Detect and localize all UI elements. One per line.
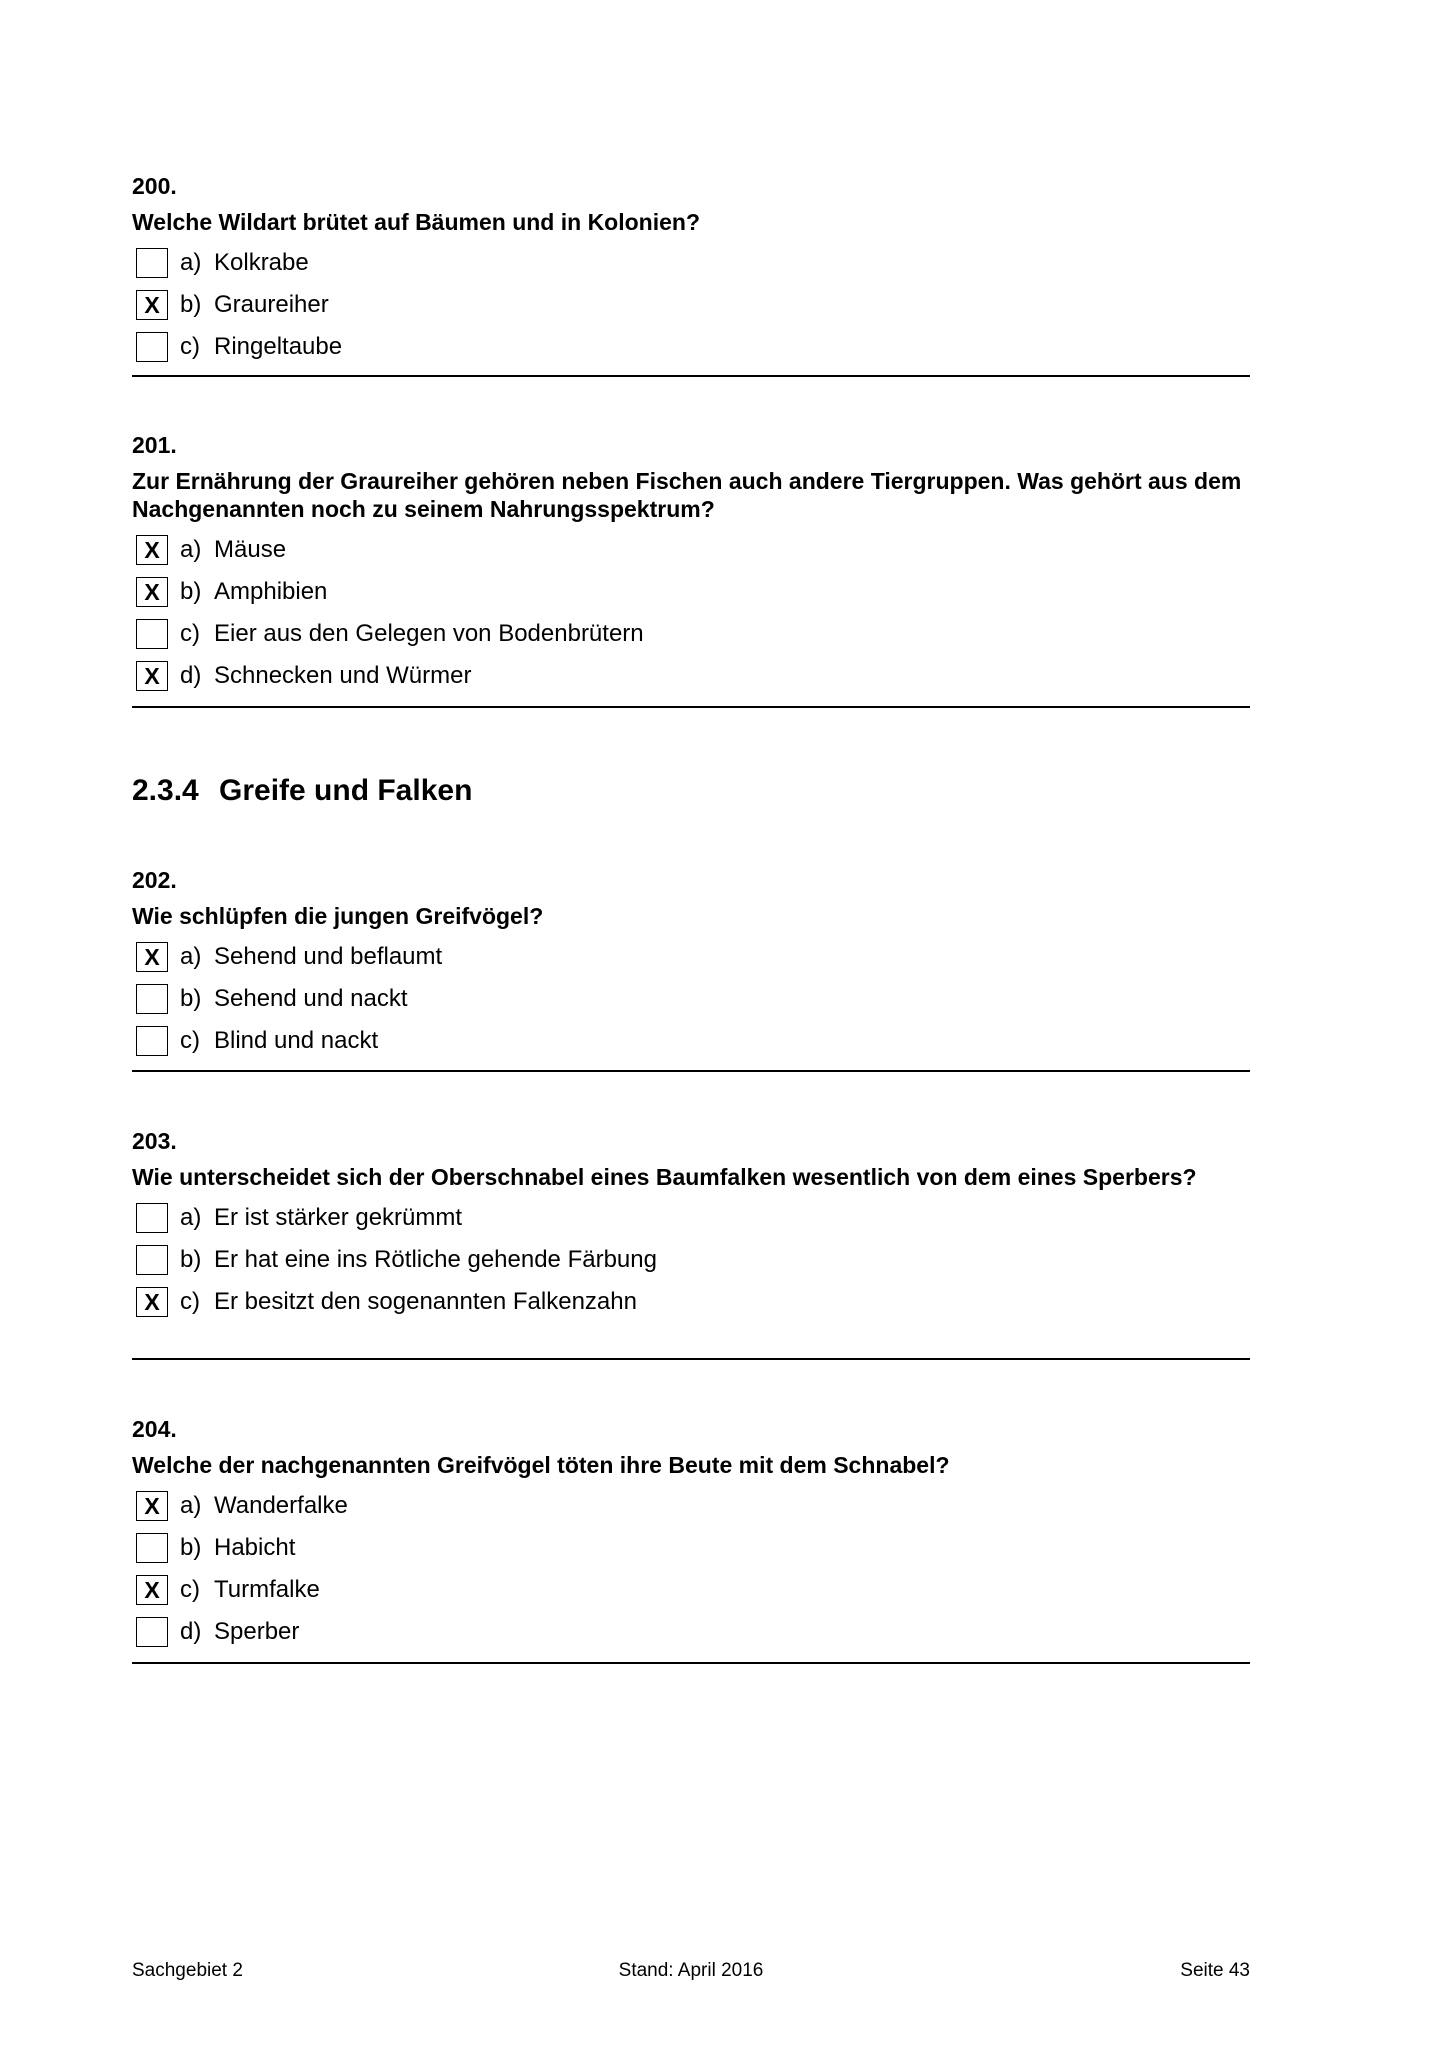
answer-options <box>132 529 1250 703</box>
option-text: Er hat eine ins Rötliche gehende Färbung <box>214 1246 657 1273</box>
answer-options <box>132 936 1250 1068</box>
option-text: Sperber <box>214 1618 300 1645</box>
answer-option[interactable] <box>132 1239 1250 1281</box>
answer-checkbox[interactable]: X <box>136 535 168 565</box>
answer-checkbox[interactable] <box>136 619 168 649</box>
option-text: Mäuse <box>214 536 287 563</box>
option-text: Eier aus den Gelegen von Bodenbrütern <box>214 620 644 647</box>
question-number: 200. <box>132 173 177 199</box>
section-heading <box>132 774 472 808</box>
section-number: 2.3.4 <box>132 774 199 807</box>
question-204 <box>132 1415 1250 1664</box>
option-letter: a) <box>180 1204 202 1231</box>
answer-options <box>132 1197 1250 1329</box>
footer-page-number: Seite 43 <box>1180 1960 1250 1981</box>
answer-checkbox[interactable] <box>136 1533 168 1563</box>
answer-checkbox[interactable]: X <box>136 577 168 607</box>
answer-option[interactable] <box>132 1527 1250 1569</box>
answer-checkbox[interactable]: X <box>136 1491 168 1521</box>
option-letter: a) <box>180 249 202 276</box>
section-title: Greife und Falken <box>219 774 473 807</box>
option-text: Graureiher <box>214 291 329 318</box>
answer-checkbox[interactable]: X <box>136 661 168 691</box>
question-number: 204. <box>132 1416 177 1442</box>
question-201 <box>132 431 1250 708</box>
option-letter: b) <box>180 291 202 318</box>
option-text: Turmfalke <box>214 1576 320 1603</box>
answer-checkbox[interactable] <box>136 984 168 1014</box>
answer-option[interactable] <box>132 284 1250 326</box>
option-text: Blind und nackt <box>214 1027 379 1054</box>
option-text: Schnecken und Würmer <box>214 662 472 689</box>
option-text: Ringeltaube <box>214 333 343 360</box>
option-text: Habicht <box>214 1534 296 1561</box>
option-text: Amphibien <box>214 578 328 605</box>
question-text: Welche Wildart brütet auf Bäumen und in Kolonien? <box>132 209 700 235</box>
option-letter: a) <box>180 943 202 970</box>
answer-checkbox[interactable] <box>136 1245 168 1275</box>
option-letter: b) <box>180 1534 202 1561</box>
answer-option[interactable] <box>132 613 1250 655</box>
answer-option[interactable] <box>132 1020 1250 1062</box>
answer-option[interactable] <box>132 936 1250 978</box>
option-text: Sehend und nackt <box>214 985 408 1012</box>
option-letter: d) <box>180 1618 202 1645</box>
answer-option[interactable] <box>132 1485 1250 1527</box>
answer-option[interactable] <box>132 1611 1250 1653</box>
answer-option[interactable] <box>132 655 1250 697</box>
answer-checkbox[interactable]: X <box>136 1287 168 1317</box>
option-letter: b) <box>180 578 202 605</box>
option-letter: b) <box>180 1246 202 1273</box>
option-letter: b) <box>180 985 202 1012</box>
option-letter: c) <box>180 333 200 360</box>
answer-option[interactable] <box>132 978 1250 1020</box>
answer-checkbox[interactable]: X <box>136 1575 168 1605</box>
answer-checkbox[interactable]: X <box>136 942 168 972</box>
answer-option[interactable] <box>132 1281 1250 1323</box>
option-letter: c) <box>180 1576 200 1603</box>
footer-revision-date: Stand: April 2016 <box>618 1960 764 1981</box>
answer-option[interactable] <box>132 326 1250 368</box>
option-letter: c) <box>180 620 200 647</box>
option-text: Sehend und beflaumt <box>214 943 443 970</box>
option-text: Er ist stärker gekrümmt <box>214 1204 463 1231</box>
question-202 <box>132 866 1250 1072</box>
question-text: Wie schlüpfen die jungen Greifvögel? <box>132 903 544 929</box>
answer-option[interactable] <box>132 571 1250 613</box>
option-text: Kolkrabe <box>214 249 309 276</box>
answer-option[interactable] <box>132 529 1250 571</box>
option-letter: a) <box>180 536 202 563</box>
answer-checkbox[interactable] <box>136 1026 168 1056</box>
question-text: Wie unterscheidet sich der Oberschnabel eines Baumfalken wesentlich von dem eines Sperbers? <box>132 1164 1197 1190</box>
question-number: 202. <box>132 867 177 893</box>
option-letter: c) <box>180 1027 200 1054</box>
answer-options <box>132 242 1250 374</box>
answer-checkbox[interactable] <box>136 332 168 362</box>
answer-option[interactable] <box>132 1569 1250 1611</box>
question-text: Zur Ernährung der Graureiher gehören neben Fischen auch andere Tiergruppen. Was gehört aus dem Nachgenannten noch zu seinem Nahrungsspektrum? <box>132 468 1242 522</box>
option-letter: d) <box>180 662 202 689</box>
question-number: 201. <box>132 432 177 458</box>
question-200 <box>132 172 1250 377</box>
answer-options <box>132 1485 1250 1659</box>
answer-option[interactable] <box>132 242 1250 284</box>
page-footer <box>132 1960 1250 1986</box>
option-letter: c) <box>180 1288 200 1315</box>
option-letter: a) <box>180 1492 202 1519</box>
option-text: Er besitzt den sogenannten Falkenzahn <box>214 1288 637 1315</box>
question-text: Welche der nachgenannten Greifvögel töten ihre Beute mit dem Schnabel? <box>132 1452 950 1478</box>
answer-checkbox[interactable] <box>136 1617 168 1647</box>
question-number: 203. <box>132 1128 177 1154</box>
answer-checkbox[interactable]: X <box>136 290 168 320</box>
footer-subject-area: Sachgebiet 2 <box>132 1960 243 1981</box>
option-text: Wanderfalke <box>214 1492 348 1519</box>
question-203 <box>132 1127 1250 1360</box>
answer-checkbox[interactable] <box>136 248 168 278</box>
answer-option[interactable] <box>132 1197 1250 1239</box>
answer-checkbox[interactable] <box>136 1203 168 1233</box>
